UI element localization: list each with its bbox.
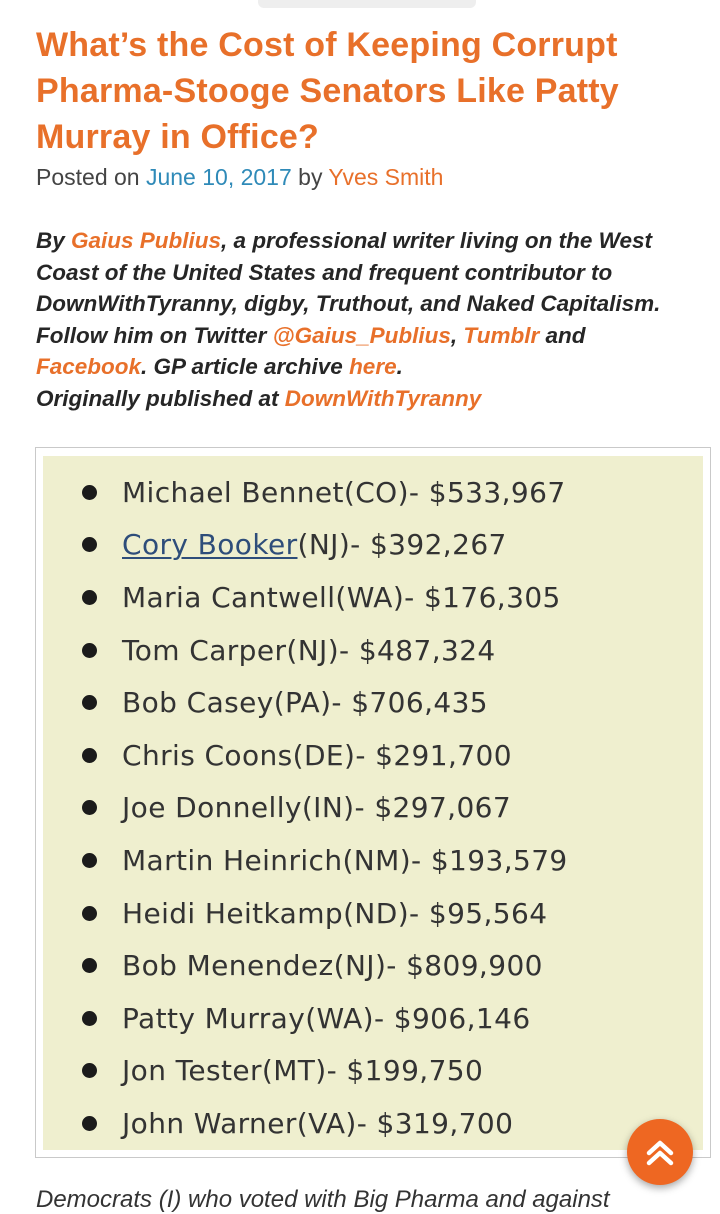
senator-amount: (NM)- $193,579 [342, 843, 568, 877]
list-item [80, 834, 568, 887]
post-date-link[interactable]: June 10, 2017 [145, 164, 292, 190]
bullet-icon [82, 748, 97, 763]
list-item [80, 571, 568, 624]
senator-amount: (WA)- $176,305 [335, 580, 561, 614]
senator-name: Patty Murray [122, 1001, 306, 1035]
list-item [80, 676, 568, 729]
senator-amount: (NJ)- $809,900 [333, 949, 543, 983]
senator-name: Chris Coons [122, 738, 293, 772]
scroll-to-top-button[interactable] [627, 1119, 693, 1185]
list-item [80, 887, 568, 940]
bullet-icon [82, 906, 97, 921]
list-item [80, 466, 568, 519]
intro-paragraph [36, 225, 696, 414]
senator-name: Maria Cantwell [122, 580, 336, 614]
next-paragraph-text: Democrats (I) who voted with Big Pharma and against [36, 1186, 610, 1213]
bullet-icon [82, 958, 97, 973]
post-meta [36, 162, 443, 192]
bullet-icon [82, 643, 97, 658]
senator-amount: (VA)- $319,700 [296, 1106, 514, 1140]
senator-amount: (CO)- $533,967 [343, 475, 566, 509]
list-item [80, 519, 568, 572]
senator-name: Michael Bennet [122, 475, 344, 509]
bullet-icon [82, 695, 97, 710]
bullet-icon [82, 537, 97, 552]
list-item [80, 992, 568, 1045]
facebook-link[interactable]: Facebook [36, 354, 142, 379]
originally-label: Originally published at [36, 385, 285, 411]
twitter-link[interactable]: @Gaius_Publius [272, 322, 451, 348]
intro-archive-text: . GP article archive [141, 354, 350, 379]
writer-link[interactable]: Gaius Publius [71, 228, 222, 253]
author-link[interactable]: Yves Smith [328, 164, 444, 190]
senator-name: Bob Casey [122, 686, 274, 720]
bullet-icon [82, 1116, 97, 1131]
senator-amount: (NJ)- $392,267 [297, 528, 507, 562]
senator-amount: (MT)- $199,750 [261, 1054, 484, 1088]
bullet-icon [82, 1063, 97, 1078]
bullet-icon [82, 485, 97, 500]
article-title: What’s the Cost of Keeping Corrupt Pharma-Stooge Senators Like Patty Murray in Office? [36, 26, 619, 156]
posted-on-label: Posted on [36, 164, 146, 190]
top-tab [258, 0, 476, 8]
bullet-icon [82, 853, 97, 868]
list-item [80, 1045, 568, 1098]
intro-period: . [396, 354, 403, 379]
intro-and: and [539, 322, 586, 348]
senator-amount: (PA)- $706,435 [273, 686, 489, 720]
senator-name-link[interactable]: Cory Booker [122, 528, 298, 562]
list-item [80, 1097, 568, 1150]
source-link[interactable]: DownWithTyranny [284, 385, 482, 411]
senator-amount: (IN)- $297,067 [301, 791, 512, 825]
intro-comma: , [450, 322, 458, 348]
senator-name: Jon Tester [122, 1054, 262, 1088]
senator-name: Martin Heinrich [122, 843, 343, 877]
bullet-icon [82, 800, 97, 815]
senator-name: Bob Menendez [122, 949, 334, 983]
chevron-up-icon [644, 1136, 676, 1168]
senator-amount: (WA)- $906,146 [305, 1001, 531, 1035]
tumblr-link[interactable]: Tumblr [463, 322, 540, 348]
archive-here-link[interactable]: here [349, 354, 397, 379]
list-item [80, 782, 568, 835]
senator-amount: (ND)- $95,564 [343, 896, 548, 930]
list-item [80, 729, 568, 782]
bullet-icon [82, 1011, 97, 1026]
intro-description: , a professional writer living on the West Coast of the United States and frequent contributor to DownWithTyranny, digby, Truthout, and Naked Capitalism. Follow him on Twitter [36, 228, 661, 348]
senator-name: Joe Donnelly [122, 791, 302, 825]
list-item [80, 624, 568, 677]
senator-amount: (NJ)- $487,324 [286, 633, 496, 667]
list-item [80, 939, 568, 992]
senator-amount: (DE)- $291,700 [292, 738, 512, 772]
senator-name: Heidi Heitkamp [122, 896, 344, 930]
senator-name: Tom Carper [122, 633, 287, 667]
senator-name: John Warner [122, 1106, 297, 1140]
intro-by: By [36, 228, 72, 253]
by-label: by [291, 164, 329, 190]
senator-list [80, 466, 568, 1150]
bullet-icon [82, 590, 97, 605]
